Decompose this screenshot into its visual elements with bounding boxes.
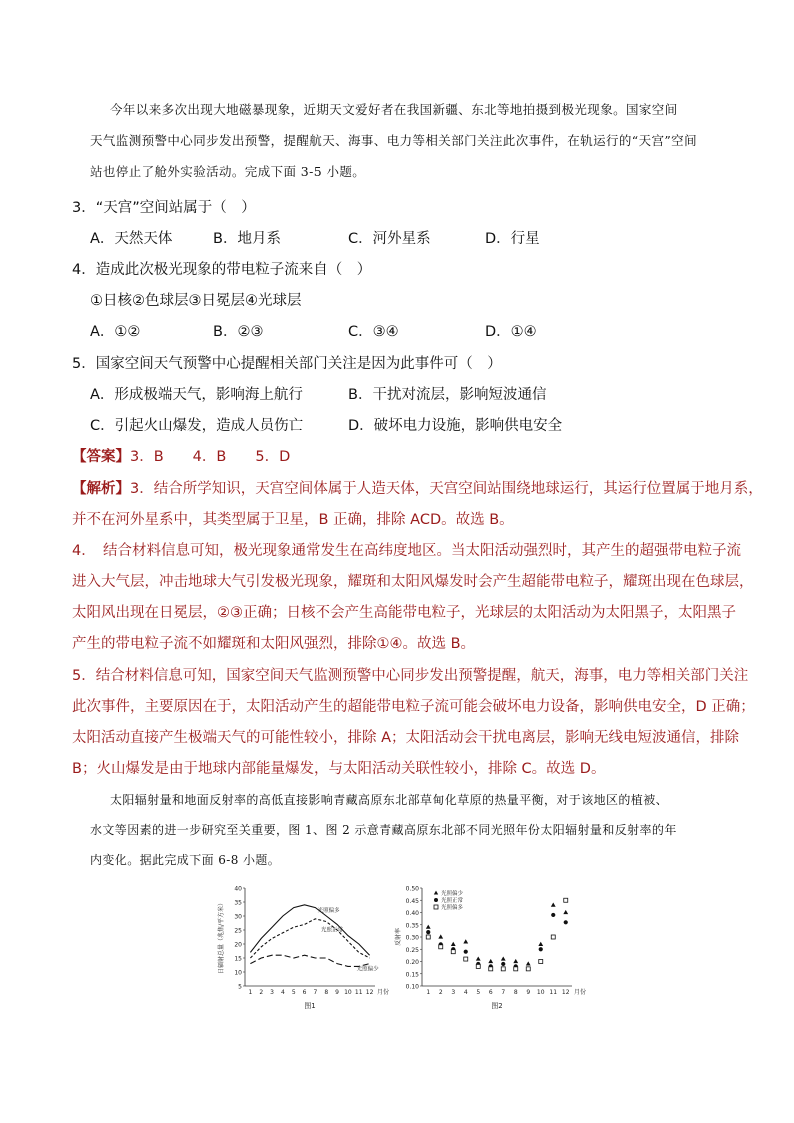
point-circle <box>426 930 430 934</box>
analysis-line-4: 进入大气层，冲击地球大气引发极光现象，耀斑和太阳风爆发时会产生超能带电粒子，耀斑出现在色球层， <box>72 574 754 590</box>
point-circle <box>464 950 468 954</box>
y-tick-label: 30 <box>234 913 242 921</box>
x-tick-label: 2 <box>259 989 264 996</box>
point-square <box>426 935 430 939</box>
x-tick-label: 3 <box>451 989 456 996</box>
answer-tag: 【答案】 <box>72 449 130 465</box>
passage1-line-1: 今年以来多次出现大地磁暴现象，近期天文爱好者在我国新疆、东北等地拍摄到极光现象。国家空间 <box>110 102 678 117</box>
point-triangle <box>438 934 443 938</box>
point-square <box>526 967 530 971</box>
x-tick-label: 10 <box>344 989 352 996</box>
point-triangle <box>538 942 543 946</box>
y-tick-label: 20 <box>234 941 242 949</box>
point-circle <box>501 962 505 966</box>
analysis-text-1: 3．结合所学知识，天宫空间体属于人造天体，天宫空间站围绕地球运行，其运行位置属于地月系， <box>130 481 763 497</box>
x-tick-label: 1 <box>248 989 253 996</box>
x-tick-label: 11 <box>549 989 558 996</box>
point-triangle <box>463 939 468 943</box>
x-tick-label: 11 <box>354 989 363 996</box>
point-triangle <box>526 961 531 965</box>
point-circle <box>539 947 543 951</box>
passage1-line-2: 天气监测预警中心同步发出预警，提醒航天、海事、电力等相关部门关注此次事件，在轨运行的“天宫”空间 <box>90 133 697 148</box>
analysis-line-1 <box>72 477 763 498</box>
x-tick-label: 9 <box>335 989 339 996</box>
q3-option-d[interactable]: D．行星 <box>485 231 540 247</box>
x-tick-label: 8 <box>513 989 518 996</box>
x-tick-label: 7 <box>501 989 506 996</box>
y-axis-label: 日辐射总量（兆焦/平方米） <box>218 899 225 975</box>
x-tick-label: 3 <box>270 989 274 996</box>
analysis-line-7: 5．结合材料信息可知，国家空间天气监测预警中心同步发出预警提醒，航天，海事，电力等相关部门关注 <box>72 668 749 684</box>
passage1-line-3: 站也停止了舱外实验活动。完成下面 3-5 小题。 <box>90 164 366 179</box>
figures <box>215 880 595 1015</box>
x-tick-label: 4 <box>281 989 285 996</box>
legend-label: 光照偏多 <box>441 905 464 911</box>
figure-caption: 图2 <box>491 1002 503 1010</box>
series-label-2: 光照正常 <box>320 927 343 934</box>
x-tick-label: 1 <box>426 989 431 996</box>
point-triangle <box>426 925 431 929</box>
series-label-1: 光照偏多 <box>317 907 340 914</box>
y-tick-label: 10 <box>234 969 242 977</box>
x-tick-label: 7 <box>313 989 318 996</box>
point-triangle <box>451 942 456 946</box>
y-tick-label: 0.20 <box>405 959 419 966</box>
point-triangle <box>551 903 556 907</box>
x-axis-label: 月份 <box>574 989 587 996</box>
x-tick-label: 12 <box>365 989 374 996</box>
analysis-line-10: B；火山爆发是由于地球内部能量爆发，与太阳活动关联性较小，排除 C。故选 D。 <box>72 761 606 777</box>
figure-1-chart <box>215 880 390 1015</box>
q4-option-c[interactable]: C．③④ <box>348 324 399 340</box>
point-circle <box>551 913 555 917</box>
x-tick-label: 10 <box>536 989 545 996</box>
y-tick-label: 0.15 <box>405 971 419 979</box>
q5-option-d[interactable]: D．破坏电力设施，影响供电安全 <box>348 418 563 434</box>
analysis-line-2: 并不在河外星系中，其类型属于卫星，B 正确，排除 ACD。故选 B。 <box>72 512 514 528</box>
figure-caption: 图1 <box>304 1002 316 1010</box>
legend-circle-icon <box>434 898 438 902</box>
answer-text: 3．B 4．B 5．D <box>130 449 291 465</box>
point-square <box>451 950 455 954</box>
y-tick-label: 0.10 <box>405 983 419 991</box>
point-square <box>514 967 518 971</box>
q5-option-b[interactable]: B．干扰对流层，影响短波通信 <box>348 387 547 403</box>
q5-option-a[interactable]: A．形成极端天气，影响海上航行 <box>90 387 303 403</box>
x-tick-label: 9 <box>526 989 531 996</box>
point-square <box>464 957 468 961</box>
y-tick-label: 0.45 <box>405 897 419 905</box>
legend-label: 光照偏少 <box>441 891 464 897</box>
x-tick-label: 6 <box>488 989 493 996</box>
y-tick-label: 15 <box>234 955 242 963</box>
point-circle <box>564 920 568 924</box>
point-square <box>476 964 480 968</box>
q4-option-a[interactable]: A．①② <box>90 324 141 340</box>
y-tick-label: 25 <box>234 927 242 935</box>
point-triangle <box>501 956 506 960</box>
y-tick-label: 0.25 <box>405 946 419 954</box>
point-triangle <box>476 956 481 960</box>
q3-stem: 3．“天宫”空间站属于（ ） <box>72 200 256 216</box>
x-tick-label: 2 <box>438 989 443 996</box>
y-tick-label: 0.30 <box>405 934 419 942</box>
analysis-line-8: 此次事件，主要原因在于，太阳活动产生的超能带电粒子流可能会破坏电力设备，影响供电安全，D 正确； <box>72 699 755 715</box>
x-axis-label: 月份 <box>377 989 390 996</box>
x-tick-label: 8 <box>324 989 329 996</box>
x-tick-label: 5 <box>476 989 481 996</box>
x-tick-label: 4 <box>463 989 468 996</box>
analysis-tag: 【解析】 <box>72 481 130 497</box>
figure-2-chart <box>390 880 590 1015</box>
point-square <box>489 967 493 971</box>
q4-option-b[interactable]: B．②③ <box>213 324 264 340</box>
point-square <box>539 960 543 964</box>
y-tick-label: 0.35 <box>405 922 419 930</box>
q3-option-b[interactable]: B．地月系 <box>213 231 281 247</box>
legend-label: 光照正常 <box>441 898 464 904</box>
passage2-line-1: 太阳辐射量和地面反射率的高低直接影响青藏高原东北部草甸化草原的热量平衡，对于该地区的植被、 <box>110 793 669 807</box>
point-square <box>551 935 555 939</box>
y-tick-label: 35 <box>234 899 242 907</box>
legend-square-icon <box>434 905 438 909</box>
q3-option-c[interactable]: C．河外星系 <box>348 231 431 247</box>
passage2-line-3: 内变化。据此完成下面 6-8 小题。 <box>90 853 281 867</box>
analysis-line-6: 产生的带电粒子流不如耀斑和太阳风强烈，排除①④。故选 B。 <box>72 636 476 652</box>
point-square <box>439 945 443 949</box>
y-tick-label: 5 <box>238 983 242 991</box>
legend-triangle-icon <box>434 891 438 895</box>
y-tick-label: 40 <box>234 885 242 893</box>
analysis-line-3: 4． 结合材料信息可知，极光现象通常发生在高纬度地区。当太阳活动强烈时，其产生的超强带电粒子流 <box>72 543 741 559</box>
y-axis-label: 反射率 <box>395 927 402 947</box>
y-tick-label: 0.50 <box>405 885 419 893</box>
q5-stem: 5．国家空间天气预警中心提醒相关部门关注是因为此事件可（ ） <box>72 356 502 372</box>
series-line-1 <box>250 905 369 955</box>
q4-sub-options: ①日核②色球层③日冕层④光球层 <box>90 293 302 309</box>
x-tick-label: 6 <box>302 989 307 996</box>
point-triangle <box>488 959 493 963</box>
x-tick-label: 5 <box>291 989 296 996</box>
x-tick-label: 12 <box>561 989 570 996</box>
answer-line <box>72 445 712 466</box>
analysis-line-9: 太阳活动直接产生极端天气的可能性较小，排除 A；太阳活动会干扰电离层，影响无线电短波通信，排除 <box>72 730 740 746</box>
point-triangle <box>513 959 518 963</box>
point-square <box>564 898 568 902</box>
y-tick-label: 0.40 <box>405 910 419 917</box>
series-label-3: 光照偏少 <box>356 966 379 973</box>
q3-option-a[interactable]: A．天然天体 <box>90 231 173 247</box>
point-square <box>501 967 505 971</box>
analysis-line-5: 太阳风出现在日冕层，②③正确；日核不会产生高能带电粒子，光球层的太阳活动为太阳黑子，太阳黑子 <box>72 605 736 621</box>
q4-option-d[interactable]: D．①④ <box>485 324 537 340</box>
passage2-line-2: 水文等因素的进一步研究至关重要，图 1、图 2 示意青藏高原东北部不同光照年份太阳辐射量和反射率的年 <box>90 823 677 837</box>
q4-stem: 4．造成此次极光现象的带电粒子流来自（ ） <box>72 262 372 278</box>
point-triangle <box>563 910 568 914</box>
q5-option-c[interactable]: C．引起火山爆发，造成人员伤亡 <box>90 418 304 434</box>
series-line-3 <box>250 955 369 966</box>
